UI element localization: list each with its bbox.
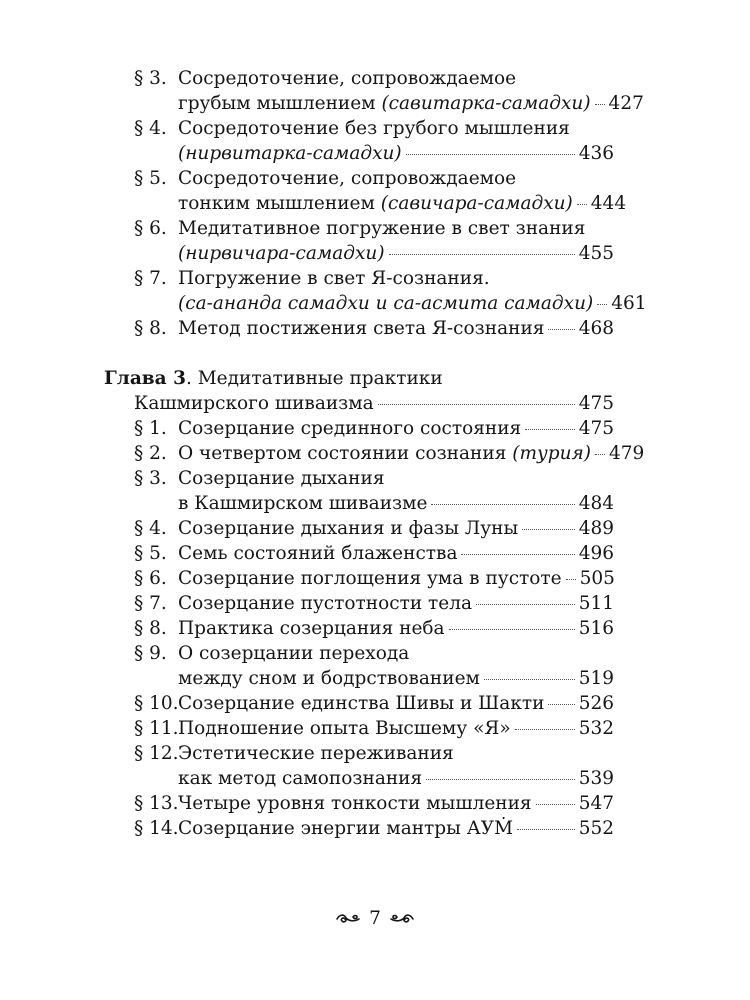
entry-title-plain: как метод самопознания <box>178 768 423 789</box>
section-number: § 7. <box>134 593 167 614</box>
page-number-ref: 552 <box>578 818 614 839</box>
section-number: § 3. <box>134 468 167 489</box>
dot-leader <box>548 704 574 705</box>
toc-entry <box>104 691 614 716</box>
entry-title-plain: грубым мышлением <box>178 93 382 114</box>
entry-line <box>178 191 626 216</box>
page-number-ref: 516 <box>578 618 614 639</box>
dot-leader <box>426 779 575 780</box>
dot-leader <box>595 104 605 105</box>
chapter-label: Глава 3 <box>104 368 186 389</box>
page-number-ref: 489 <box>578 518 614 539</box>
section-number: § 7. <box>134 268 167 289</box>
section-list <box>104 66 647 341</box>
entry-body <box>178 641 614 691</box>
toc-entry <box>104 791 614 816</box>
dot-leader <box>566 579 576 580</box>
entry-title-text <box>178 591 472 616</box>
toc-entry <box>104 641 614 691</box>
entry-title-italic: (са-ананда самадхи и са-асмита самадхи) <box>178 293 594 314</box>
section-number: § 5. <box>134 168 167 189</box>
dot-leader <box>389 254 575 255</box>
entry-title-italic: (нирвичара-самадхи) <box>178 243 385 264</box>
toc-entry <box>104 466 614 516</box>
chapter-page-number: 475 <box>578 393 614 414</box>
page-number-ref: 547 <box>578 793 614 814</box>
entry-title-plain: Четыре уровня тонкости мышления <box>178 793 532 814</box>
page-number-ref: 468 <box>578 318 614 339</box>
entry-body <box>178 616 614 641</box>
entry-title-plain: Созерцание поглощения ума в пустоте <box>178 568 562 589</box>
entry-title-text <box>178 816 513 841</box>
toc-entry <box>104 816 614 841</box>
entry-title-plain: Семь состояний блаженства <box>178 543 458 564</box>
chapter-title-continuation <box>104 391 614 416</box>
entry-title-plain: Созерцание пустотности тела <box>178 593 473 614</box>
section-number: § 4. <box>134 518 167 539</box>
entry-body <box>178 591 614 616</box>
entry-line <box>178 216 614 241</box>
dot-leader <box>536 804 575 805</box>
entry-body <box>178 441 644 466</box>
entry-title-plain: Сосредоточение, сопровождаемое <box>178 68 517 89</box>
entry-title-plain: Сосредоточение без грубого мышления <box>178 118 570 139</box>
entry-body <box>178 816 614 841</box>
entry-body <box>178 691 614 716</box>
entry-title-text <box>178 316 544 341</box>
left-ornament-icon <box>335 912 361 926</box>
entry-line <box>178 641 614 666</box>
page-number-ref: 496 <box>578 543 614 564</box>
entry-line <box>178 666 614 691</box>
entry-line <box>178 66 644 91</box>
entry-body <box>178 116 614 166</box>
toc-entry <box>104 591 614 616</box>
toc-entry <box>104 66 644 116</box>
entry-title-plain: О созерцании перехода <box>178 643 410 664</box>
entry-title-text <box>178 291 593 316</box>
toc-entry <box>104 741 614 791</box>
entry-title-text <box>178 441 591 466</box>
section-number: § 11. <box>134 718 179 739</box>
entry-line <box>178 416 614 441</box>
entry-title-plain: Созерцание срединного состояния <box>178 418 522 439</box>
entry-title-text <box>178 416 521 441</box>
toc-entry <box>104 566 614 591</box>
toc-entry <box>104 516 614 541</box>
section-number: § 14. <box>134 818 179 839</box>
section-number: § 3. <box>134 68 167 89</box>
page-number-ref: 511 <box>578 593 614 614</box>
entry-title-text <box>178 566 562 591</box>
toc-entry <box>104 541 614 566</box>
entry-line <box>178 241 614 266</box>
entry-line <box>178 466 614 491</box>
right-ornament-icon <box>389 912 415 926</box>
dot-leader <box>597 304 607 305</box>
entry-title-plain: Созерцание дыхания <box>178 468 385 489</box>
section-number: § 9. <box>134 643 167 664</box>
entry-title-text <box>178 166 516 191</box>
entry-line <box>178 566 615 591</box>
page-footer <box>0 908 750 929</box>
entry-title-text <box>178 491 427 516</box>
page-number-ref: 539 <box>578 768 614 789</box>
section-number: § 13. <box>134 793 179 814</box>
entry-title-text <box>178 141 402 166</box>
entry-line <box>178 91 644 116</box>
page-number-ref: 436 <box>578 143 614 164</box>
entry-title-text <box>178 91 591 116</box>
entry-body <box>178 541 614 566</box>
entry-line <box>178 816 614 841</box>
entry-title-plain: Созерцание энергии мантры АУṀ <box>178 818 514 839</box>
section-number: § 8. <box>134 318 167 339</box>
chapter-section-list <box>104 416 645 841</box>
dot-leader <box>449 629 575 630</box>
toc-entry <box>104 316 614 341</box>
entry-title-italic: (турия) <box>512 443 591 464</box>
entry-title-text <box>178 466 385 491</box>
entry-title-text <box>178 516 518 541</box>
entry-title-text <box>178 641 409 666</box>
page-number-ref: 526 <box>578 693 614 714</box>
chapter-spacer <box>104 341 614 366</box>
entry-line <box>178 766 614 791</box>
entry-title-plain: тонким мышлением <box>178 193 381 214</box>
entry-body <box>178 166 626 216</box>
entry-line <box>178 266 647 291</box>
entry-title-text <box>178 241 385 266</box>
entry-line <box>178 116 614 141</box>
entry-body <box>178 266 647 316</box>
section-number: § 6. <box>134 218 167 239</box>
toc-entry <box>104 266 647 316</box>
chapter-title: . Медитативные практики <box>185 368 443 389</box>
entry-line <box>178 441 644 466</box>
toc-entry <box>104 416 614 441</box>
entry-title-plain: О четвертом состоянии сознания <box>178 443 513 464</box>
entry-title-plain: Медитативное погружение в свет знания <box>178 218 586 239</box>
entry-title-text <box>178 741 454 766</box>
entry-body <box>178 791 614 816</box>
entry-title-plain: Созерцание дыхания и фазы Луны <box>178 518 519 539</box>
entry-line <box>178 591 614 616</box>
entry-line <box>178 741 614 766</box>
entry-title-italic: (савитарка-самадхи) <box>381 93 591 114</box>
section-number: § 8. <box>134 618 167 639</box>
dot-leader <box>548 329 574 330</box>
entry-title-text <box>178 791 532 816</box>
page-number-ref: 479 <box>608 443 645 464</box>
entry-title-plain: Сосредоточение, сопровождаемое <box>178 168 517 189</box>
entry-body <box>178 566 615 591</box>
chapter-heading <box>104 366 614 391</box>
entry-line <box>178 541 614 566</box>
dot-leader <box>517 829 575 830</box>
page-number-ref: 475 <box>578 418 614 439</box>
dot-leader <box>577 204 587 205</box>
entry-line <box>178 491 614 516</box>
entry-body <box>178 741 614 791</box>
entry-title-plain: Метод постижения света Я-сознания <box>178 318 545 339</box>
section-number: § 4. <box>134 118 167 139</box>
entry-title-text <box>178 191 573 216</box>
section-number: § 5. <box>134 543 167 564</box>
entry-title-plain: Практика созерцания неба <box>178 618 445 639</box>
entry-title-plain: Эстетические переживания <box>178 743 454 764</box>
entry-title-italic: (савичара-самадхи) <box>380 193 573 214</box>
entry-line <box>178 291 647 316</box>
page-number: 7 <box>369 908 381 929</box>
page-number-ref: 427 <box>608 93 644 114</box>
dot-leader <box>431 504 574 505</box>
entry-line <box>178 316 614 341</box>
entry-title-text <box>178 716 511 741</box>
entry-title-text <box>178 541 457 566</box>
dot-leader <box>378 404 575 405</box>
page-number-ref: 519 <box>578 668 614 689</box>
entry-title-text <box>178 66 516 91</box>
page-number-ref: 444 <box>590 193 627 214</box>
section-number: § 10. <box>134 693 179 714</box>
entry-title-plain: Созерцание единства Шивы и Шакти <box>178 693 545 714</box>
entry-title-text <box>178 616 445 641</box>
section-number: § 12. <box>134 743 179 764</box>
dot-leader <box>522 529 575 530</box>
entry-line <box>178 791 614 816</box>
entry-line <box>178 691 614 716</box>
toc-entry <box>104 166 627 216</box>
entry-body <box>178 216 614 266</box>
entry-title-plain: между сном и бодрствованием <box>178 668 480 689</box>
entry-title-text <box>178 216 585 241</box>
toc-entry <box>104 616 614 641</box>
toc-entry <box>104 716 614 741</box>
entry-title-text <box>178 691 544 716</box>
entry-body <box>178 516 614 541</box>
entry-body <box>178 316 614 341</box>
section-number: § 6. <box>134 568 167 589</box>
page-number-ref: 461 <box>611 293 647 314</box>
page-number-ref: 484 <box>578 493 614 514</box>
section-number: § 2. <box>134 443 167 464</box>
dot-leader <box>595 454 605 455</box>
entry-title-text <box>178 116 570 141</box>
entry-line <box>178 516 614 541</box>
table-of-contents <box>104 66 647 841</box>
toc-entry <box>104 116 614 166</box>
dot-leader <box>525 429 574 430</box>
entry-line <box>178 616 614 641</box>
page-number-ref: 455 <box>578 243 614 264</box>
entry-body <box>178 716 614 741</box>
dot-leader <box>461 554 574 555</box>
entry-title-text <box>178 666 480 691</box>
entry-body <box>178 66 644 116</box>
entry-body <box>178 416 614 441</box>
toc-entry <box>104 216 614 266</box>
entry-title-plain: Подношение опыта Высшему «Я» <box>178 718 511 739</box>
section-number: § 1. <box>134 418 167 439</box>
entry-body <box>178 466 614 516</box>
entry-title-text <box>178 266 490 291</box>
dot-leader <box>515 729 575 730</box>
chapter-title-cont-text: Кашмирского шиваизма <box>134 393 374 414</box>
entry-title-plain: в Кашмирском шиваизме <box>178 493 428 514</box>
entry-line <box>178 141 614 166</box>
dot-leader <box>476 604 575 605</box>
entry-title-plain: Погружение в свет Я-сознания. <box>178 268 490 289</box>
dot-leader <box>484 679 575 680</box>
page-number-ref: 505 <box>579 568 615 589</box>
chapter-entry <box>104 366 614 416</box>
entry-line <box>178 166 626 191</box>
entry-title-text <box>178 766 422 791</box>
entry-line <box>178 716 614 741</box>
toc-entry <box>104 441 645 466</box>
page-number-ref: 532 <box>578 718 614 739</box>
entry-title-italic: (нирвитарка-самадхи) <box>178 143 402 164</box>
dot-leader <box>406 154 575 155</box>
